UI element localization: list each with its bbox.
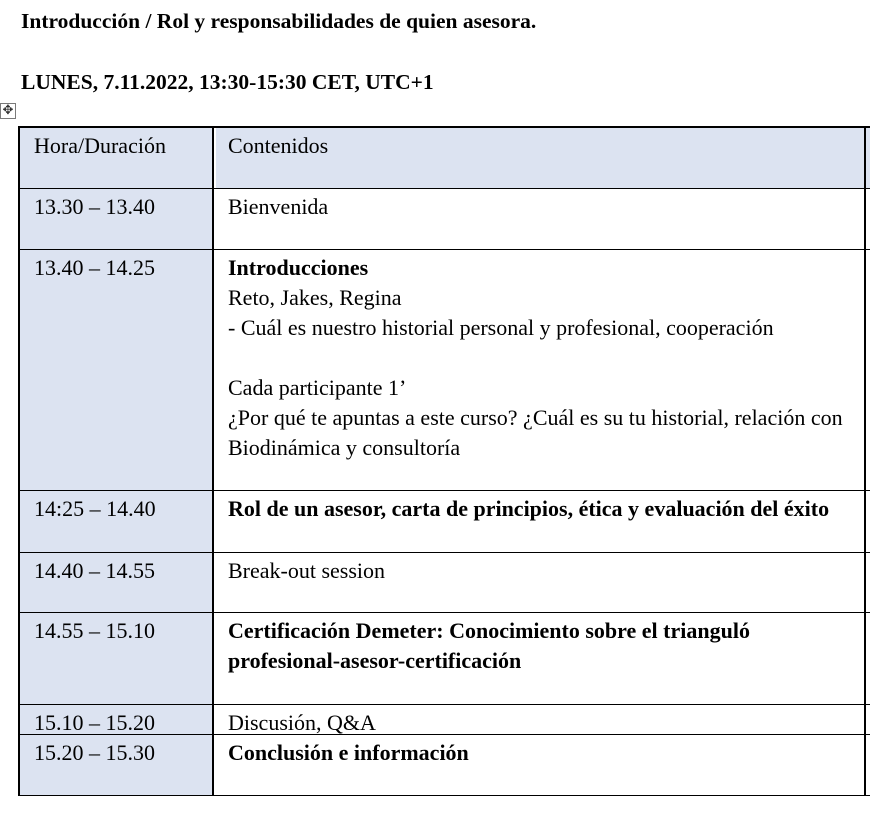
session-date: LUNES, 7.11.2022, 13:30-15:30 CET, UTC+1 <box>21 70 434 94</box>
table-row <box>18 491 870 553</box>
table-row <box>18 553 870 613</box>
content-line: Discusión, Q&A <box>228 710 376 735</box>
content-line: Reto, Jakes, Regina <box>228 285 402 310</box>
content-line: Cada participante 1’ <box>228 375 407 400</box>
table-header-row <box>18 128 870 189</box>
table-row <box>18 705 870 735</box>
content-line: Conclusión e información <box>228 740 469 765</box>
time-cell: 13.40 – 14.25 <box>34 255 155 280</box>
move-cross-icon[interactable]: ✥ <box>0 103 16 119</box>
content-line: Break-out session <box>228 558 386 583</box>
content-line: - Cuál es nuestro historial personal y profesional, cooperación <box>228 315 774 340</box>
content-line: Bienvenida <box>228 194 329 219</box>
agenda-table <box>18 126 870 796</box>
table-row <box>18 250 870 491</box>
content-line: Certificación Demeter: Conocimiento sobre el trianguló profesional-asesor-certificación <box>228 618 750 673</box>
content-line <box>228 343 846 373</box>
table-row <box>18 613 870 705</box>
time-cell: 14.40 – 14.55 <box>34 558 155 583</box>
time-cell: 13.30 – 13.40 <box>34 194 155 219</box>
table-row <box>18 735 870 796</box>
header-time-label: Hora/Duración <box>34 133 166 158</box>
time-cell: 14:25 – 14.40 <box>34 496 156 521</box>
content-line: ¿Por qué te apuntas a este curso? ¿Cuál es su tu historial, relación con Biodinámica y consultoría <box>228 405 843 460</box>
content-line: Rol de un asesor, carta de principios, ética y evaluación del éxito <box>228 496 830 521</box>
table-row <box>18 189 870 250</box>
content-line: Introducciones <box>228 255 369 280</box>
document-title: Introducción / Rol y responsabilidades de quien asesora. <box>21 9 537 33</box>
time-cell: 14.55 – 15.10 <box>34 618 155 643</box>
time-cell: 15.10 – 15.20 <box>34 710 155 735</box>
header-content-label: Contenidos <box>228 133 329 158</box>
header-cell-time <box>18 128 214 188</box>
header-cell-content <box>216 128 864 188</box>
time-cell: 15.20 – 15.30 <box>34 740 155 765</box>
